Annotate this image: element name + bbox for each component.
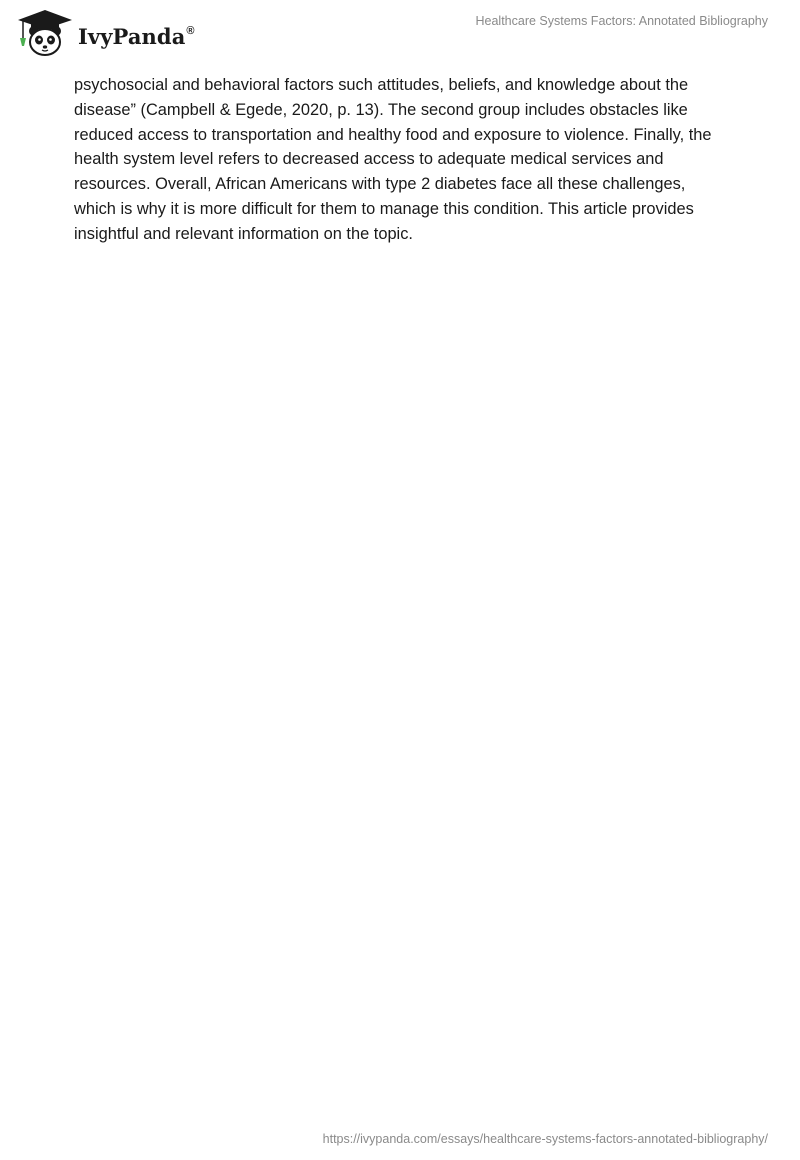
paragraph-line: psychosocial and behavioral factors such attitudes, beliefs, and knowledge about the — [74, 76, 689, 94]
brand-name: IvyPanda® — [78, 23, 195, 49]
body-paragraph — [74, 73, 734, 247]
panda-graduation-cap-icon — [14, 8, 76, 58]
paragraph-line: which is why it is more difficult for them to manage this condition. This article provides — [74, 199, 694, 218]
paragraph-line: resources. Overall, African Americans with type 2 diabetes face all these challenges, — [74, 175, 686, 194]
paragraph-line: disease” (Campbell & Egede, 2020, p. 13). The second group includes obstacles like — [74, 100, 688, 119]
document-title: Healthcare Systems Factors: Annotated Bibliography — [475, 14, 768, 28]
paragraph-line: insightful and relevant information on the topic. — [74, 224, 413, 243]
registered-mark: ® — [186, 24, 195, 37]
source-url-link[interactable]: https://ivypanda.com/essays/healthcare-systems-factors-annotated-bibliography/ — [322, 1132, 768, 1146]
brand-logo[interactable] — [14, 8, 195, 58]
paragraph-line: health system level refers to decreased access to adequate medical services and — [74, 150, 664, 169]
paragraph-line: reduced access to transportation and healthy food and exposure to violence. Finally, the — [74, 125, 712, 144]
